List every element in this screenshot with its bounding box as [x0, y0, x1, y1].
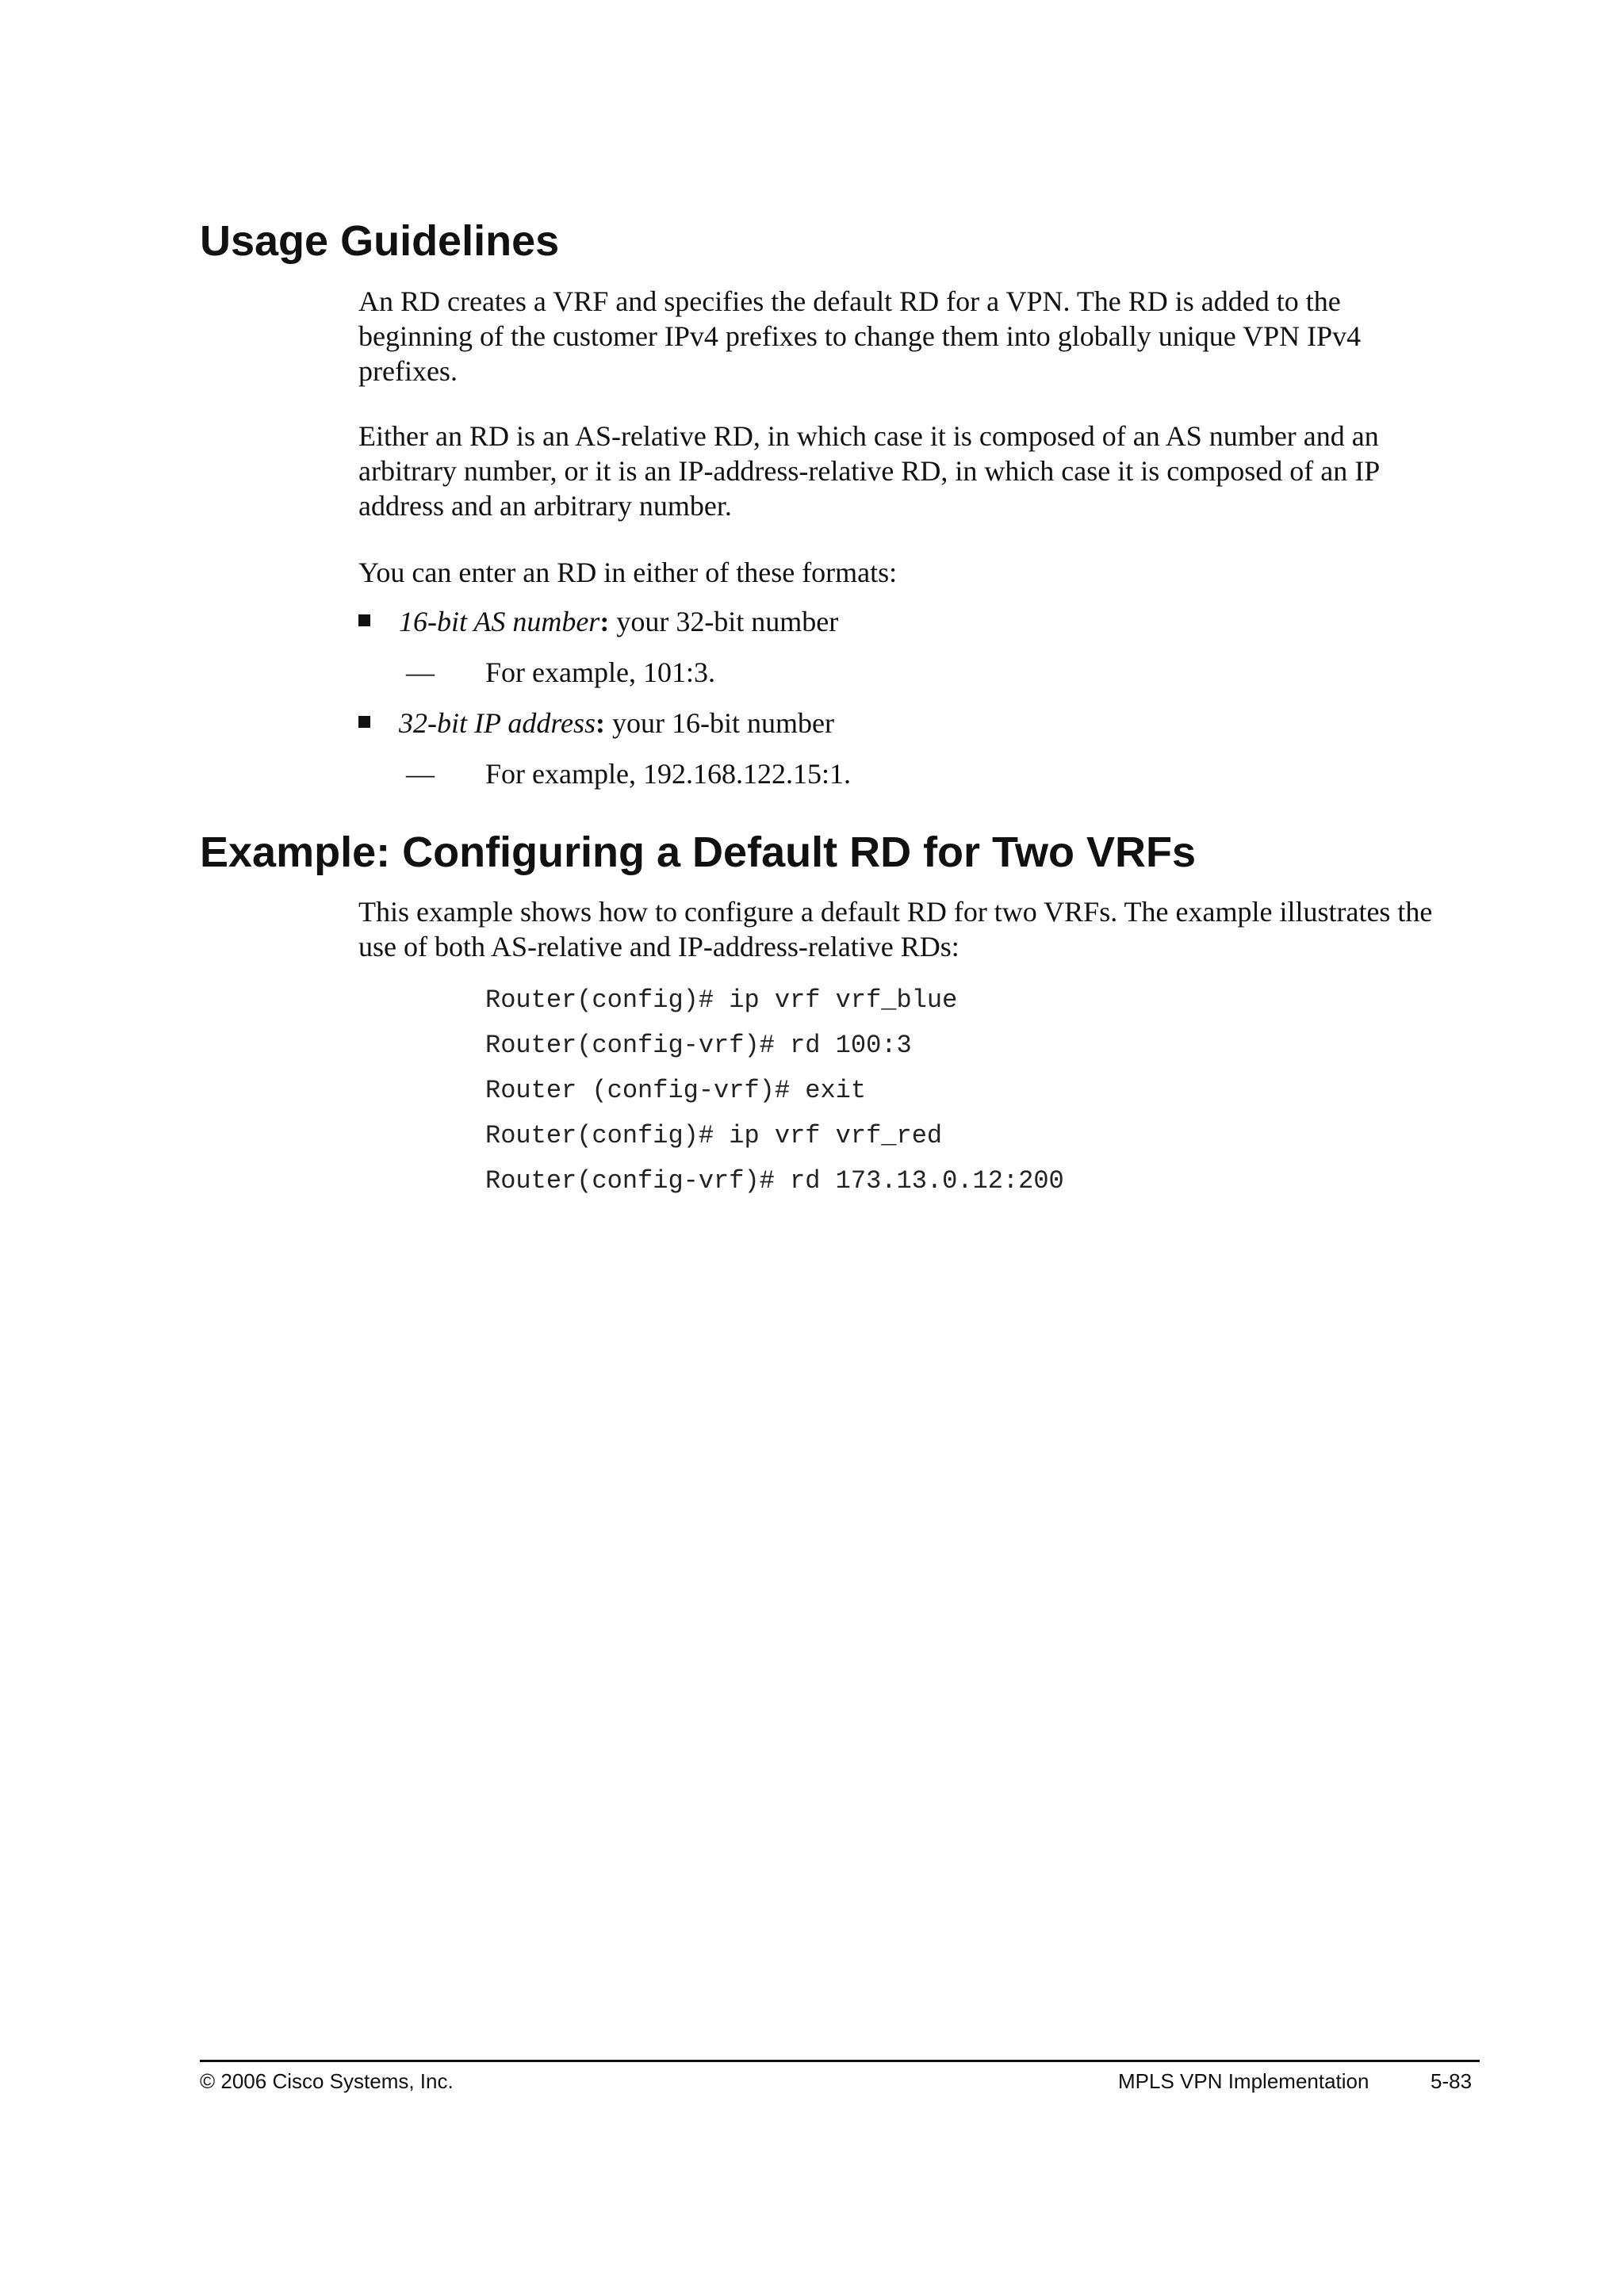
list-subitem-example-ip	[0, 756, 1624, 791]
format-term: 16-bit AS number	[399, 606, 600, 637]
em-dash-marker: —	[406, 656, 435, 688]
format-colon: :	[596, 707, 605, 739]
em-dash-marker: —	[406, 758, 435, 790]
heading-usage-guidelines: Usage Guidelines	[200, 217, 560, 265]
paragraph-example-intro: This example shows how to configure a default RD for two VRFs. The example illustrates the use of both AS-relative and IP-address-relative RDs:	[358, 896, 1433, 962]
format-description: your 32-bit number	[609, 606, 839, 637]
format-description: your 16-bit number	[605, 707, 834, 739]
paragraph-formats-intro: You can enter an RD in either of these formats:	[358, 557, 898, 588]
format-colon: :	[599, 606, 610, 637]
square-bullet-icon	[358, 716, 370, 728]
code-line: Router(config)# ip vrf vrf_red	[485, 1121, 943, 1150]
example-text: For example, 192.168.122.15:1.	[485, 758, 851, 790]
paragraph-rd-overview: An RD creates a VRF and specifies the default RD for a VPN. The RD is added to the beginning of the customer IPv4 prefixes to change them into globally unique VPN IPv4 prefixes.	[358, 285, 1362, 387]
code-line: Router (config-vrf)# exit	[485, 1076, 867, 1105]
format-term: 32-bit IP address	[399, 707, 596, 739]
paragraph-rd-types: Either an RD is an AS-relative RD, in which case it is composed of an AS number and an arbitrary number, or it is an IP-address-relative RD, in which case it is composed of an IP address and an arbitrary number.	[358, 420, 1379, 522]
example-text: For example, 101:3.	[485, 656, 715, 688]
heading-example-default-rd: Example: Configuring a Default RD for Two VRFs	[200, 828, 1197, 876]
footer-document-title: MPLS VPN Implementation	[1118, 2069, 1369, 2093]
code-line: Router(config-vrf)# rd 100:3	[485, 1031, 912, 1060]
footer-copyright: © 2006 Cisco Systems, Inc.	[200, 2069, 454, 2093]
list-item-format-ip	[358, 706, 834, 740]
list-subitem-example-as	[0, 655, 1624, 690]
code-line: Router(config)# ip vrf vrf_blue	[485, 985, 958, 1015]
footer-divider	[200, 2060, 1480, 2062]
square-bullet-icon	[358, 614, 370, 626]
footer-page-number: 5-83	[1431, 2069, 1473, 2093]
list-item-format-as	[358, 604, 838, 639]
code-line: Router(config-vrf)# rd 173.13.0.12:200	[485, 1166, 1064, 1196]
